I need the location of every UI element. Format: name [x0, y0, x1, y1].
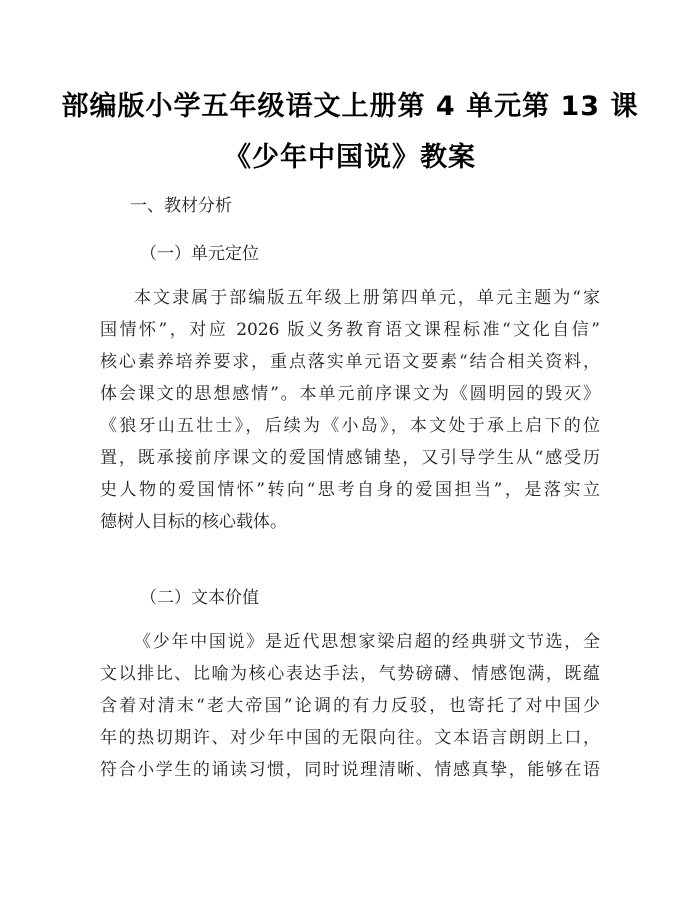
- paragraph-line: 年的热切期许、对少年中国的无限向往。文本语言朗朗上口，: [100, 728, 600, 748]
- subsection-heading-unit-positioning: （一）单元定位: [140, 244, 259, 264]
- subsection-heading-text-value: （二）文本价值: [140, 588, 259, 608]
- paragraph-line: 置，既承接前序课文的爱国情感铺垫，又引导学生从“感受历: [100, 448, 600, 468]
- paragraph-line: 文以排比、比喻为核心表达手法，气势磅礴、情感饱满，既蕴: [100, 664, 600, 684]
- paragraph-line: 国情怀”，对应 2026 版义务教育语文课程标准“文化自信”: [100, 320, 600, 340]
- paragraph-line: 符合小学生的诵读习惯，同时说理清晰、情感真挚，能够在语: [100, 760, 600, 780]
- document-title-line-1: 部编版小学五年级语文上册第 4 单元第 13 课: [61, 91, 639, 122]
- paragraph-line: 本文隶属于部编版五年级上册第四单元，单元主题为“家: [134, 288, 600, 308]
- paragraph-line: 《狼牙山五壮士》，后续为《小岛》，本文处于承上启下的位: [100, 416, 600, 436]
- paragraph-line: 德树人目标的核心载体。: [100, 512, 287, 532]
- paragraph-line: 史人物的爱国情怀”转向“思考自身的爱国担当”，是落实立: [100, 480, 600, 500]
- paragraph-line: 含着对清末“老大帝国”论调的有力反驳，也寄托了对中国少: [100, 696, 600, 716]
- document-title-line-2: 《少年中国说》教案: [224, 142, 476, 173]
- paragraph-line: 《少年中国说》是近代思想家梁启超的经典骈文节选，全: [134, 632, 600, 652]
- section-heading-teaching-material-analysis: 一、教材分析: [130, 196, 232, 216]
- paragraph-line: 体会课文的思想感情”。本单元前序课文为《圆明园的毁灭》: [100, 384, 600, 404]
- paragraph-unit-positioning: [100, 282, 600, 538]
- paragraph-line: 核心素养培养要求，重点落实单元语文要素“结合相关资料，: [100, 352, 600, 372]
- paragraph-text-value: [100, 626, 600, 786]
